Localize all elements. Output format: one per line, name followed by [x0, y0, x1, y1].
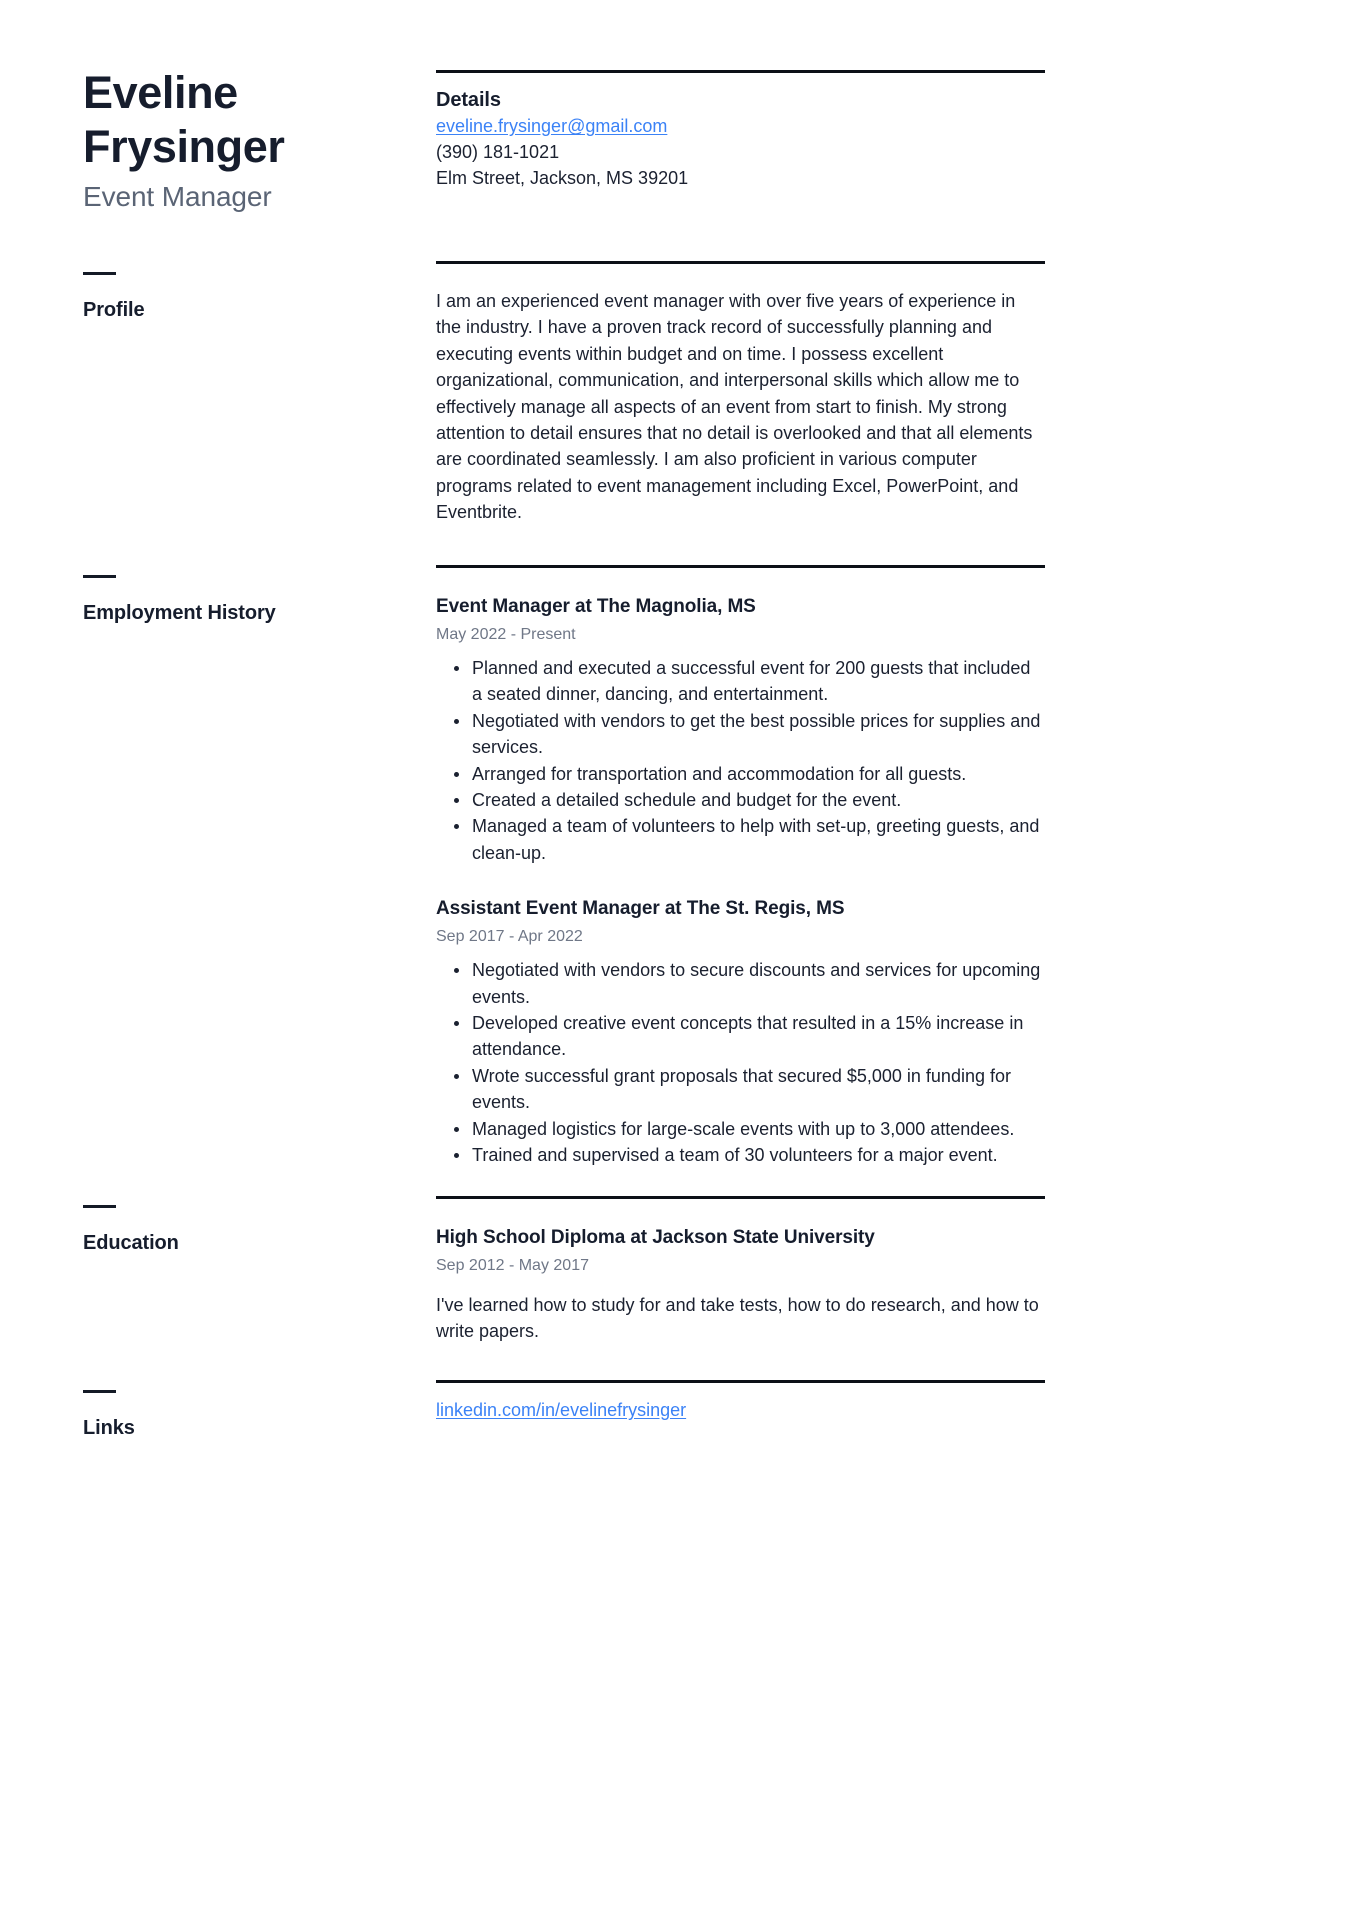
entry-bullet-list	[436, 655, 1045, 866]
sidebar-label-links	[83, 1390, 413, 1441]
employment-entry	[436, 594, 1045, 866]
resume-header	[83, 66, 413, 214]
list-item: Arranged for transportation and accommodation for all guests.	[472, 761, 1045, 787]
email-line	[436, 113, 1045, 139]
entry-description: I've learned how to study for and take tests, how to do research, and how to write papers.	[436, 1295, 1039, 1342]
sidebar-education-text: Education	[83, 1232, 179, 1254]
links-body	[436, 1383, 1045, 1423]
section-rule	[436, 261, 1045, 264]
sidebar-profile-text: Profile	[83, 299, 145, 321]
job-title: Event Manager	[83, 181, 272, 212]
sidebar-label-profile	[83, 272, 413, 323]
entry-date: May 2022 - Present	[436, 626, 576, 643]
list-item: Developed creative event concepts that resulted in a 15% increase in attendance.	[472, 1010, 1045, 1063]
entry-title: Event Manager at The Magnolia, MS	[436, 596, 756, 617]
section-rule	[436, 565, 1045, 568]
list-item: Wrote successful grant proposals that secured $5,000 in funding for events.	[472, 1063, 1045, 1116]
profile-section	[436, 261, 1045, 526]
list-item: Created a detailed schedule and budget for the event.	[472, 787, 1045, 813]
list-item: Negotiated with vendors to get the best possible prices for supplies and services.	[472, 708, 1045, 761]
section-rule	[436, 1196, 1045, 1199]
list-item: Trained and supervised a team of 30 volunteers for a major event.	[472, 1142, 1045, 1168]
list-item: Managed logistics for large-scale events with up to 3,000 attendees.	[472, 1116, 1045, 1142]
sidebar-dash-icon	[83, 272, 116, 275]
entry-bullet-list	[436, 957, 1045, 1168]
entry-date: Sep 2017 - Apr 2022	[436, 928, 583, 946]
entry-date: Sep 2012 - May 2017	[436, 1257, 589, 1274]
sidebar-employment-text: Employment History	[83, 602, 276, 624]
list-item: Negotiated with vendors to secure discounts and services for upcoming events.	[472, 957, 1045, 1010]
sidebar-links-text: Links	[83, 1417, 135, 1439]
profile-text: I am an experienced event manager with over five years of experience in the industry. I have a proven track record of successfully planning and executing events within budget and on time. I possess excellent organizational, communication, and interpersonal skills which allow me to effectively manage all aspects of an event from start to finish. My strong attention to detail ensures that no detail is overlooked and that all elements are coordinated seamlessly. I am also proficient in various computer programs related to event management including Excel, PowerPoint, and Eventbrite.	[436, 291, 1033, 523]
linkedin-link[interactable]: linkedin.com/in/evelinefrysinger	[436, 1400, 687, 1420]
phone-line: (390) 181-1021	[436, 142, 560, 162]
address-line: Elm Street, Jackson, MS 39201	[436, 168, 689, 188]
first-name: Eveline	[83, 67, 238, 118]
sidebar-dash-icon	[83, 1205, 116, 1208]
education-section	[436, 1196, 1045, 1345]
list-item: Managed a team of volunteers to help with set-up, greeting guests, and clean-up.	[472, 813, 1045, 866]
email-link[interactable]: eveline.frysinger@gmail.com	[436, 116, 668, 136]
employment-section	[436, 565, 1045, 1169]
sidebar-dash-icon	[83, 1390, 116, 1393]
entry-title: High School Diploma at Jackson State University	[436, 1227, 875, 1248]
links-section	[436, 1380, 1045, 1423]
education-entry	[436, 1225, 1045, 1345]
details-section	[436, 70, 1045, 191]
sidebar-label-employment	[83, 575, 413, 626]
sidebar-dash-icon	[83, 575, 116, 578]
entry-title: Assistant Event Manager at The St. Regis, MS	[436, 898, 845, 920]
employment-entry	[436, 896, 1045, 1168]
list-item: Planned and executed a successful event for 200 guests that included a seated dinner, dancing, and entertainment.	[472, 655, 1045, 708]
details-heading: Details	[436, 89, 501, 111]
section-rule	[436, 70, 1045, 73]
sidebar-label-education	[83, 1205, 413, 1256]
last-name: Frysinger	[83, 121, 285, 172]
